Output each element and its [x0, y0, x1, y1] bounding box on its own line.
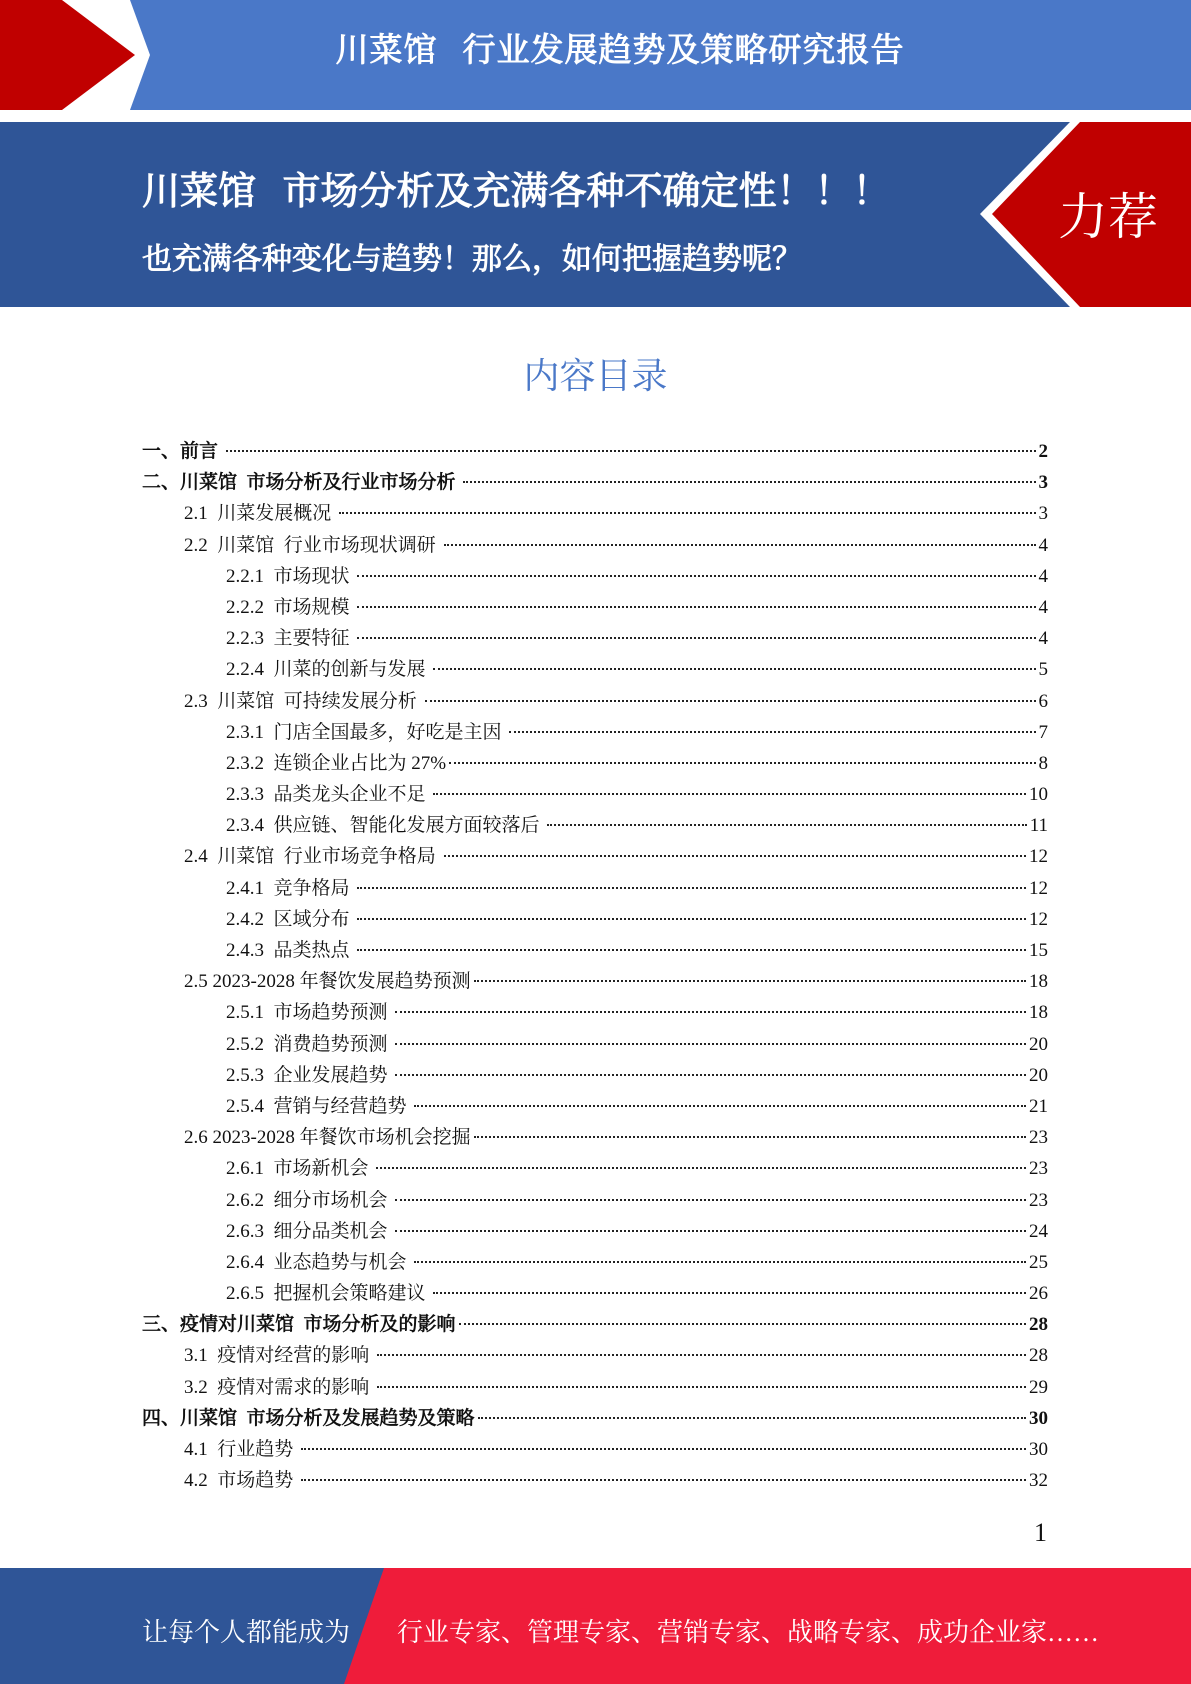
toc-entry-page: 12	[1029, 908, 1048, 930]
toc-entry[interactable]	[142, 1185, 1048, 1216]
toc-entry-page: 23	[1029, 1158, 1048, 1180]
tagline-line-1: 川菜馆 市场分析及充满各种不确定性！！！	[142, 169, 891, 213]
toc-entry[interactable]	[142, 436, 1048, 467]
toc-entry-label: 4.2 市场趋势	[184, 1470, 299, 1492]
toc-entry-label: 3.1 疫情对经营的影响	[184, 1345, 375, 1367]
toc-entry-label: 2.5.4 营销与经营趋势	[226, 1095, 412, 1117]
dot-leader	[414, 1105, 1026, 1107]
dot-leader	[301, 1479, 1026, 1481]
toc-entry[interactable]	[142, 1153, 1048, 1184]
dot-leader	[395, 1074, 1026, 1076]
toc-entry[interactable]	[142, 498, 1048, 529]
toc-entry-page: 21	[1029, 1095, 1048, 1117]
toc-entry-label: 2.5.1 市场趋势预测	[226, 1002, 393, 1024]
toc-entry-page: 10	[1029, 784, 1048, 806]
toc-entry[interactable]	[142, 1029, 1048, 1060]
toc-entry-page: 6	[1038, 690, 1048, 712]
toc-entry-page: 2	[1038, 441, 1048, 462]
toc-entry-label: 2.2.2 市场规模	[226, 596, 355, 618]
toc-entry[interactable]	[142, 810, 1048, 841]
dot-leader	[395, 1230, 1026, 1232]
dot-leader	[425, 700, 1036, 702]
dot-leader	[547, 824, 1026, 826]
toc-entry[interactable]	[142, 530, 1048, 561]
toc-entry-page: 8	[1038, 752, 1048, 774]
toc-entry-label: 3.2 疫情对需求的影响	[184, 1376, 375, 1398]
dot-leader	[414, 1261, 1026, 1263]
toc-entry[interactable]	[142, 592, 1048, 623]
toc-entry-page: 24	[1029, 1220, 1048, 1242]
toc-entry-label: 2.5 2023-2028 年餐饮发展趋势预测	[184, 971, 471, 993]
toc-entry-page: 30	[1029, 1407, 1048, 1429]
toc-entry[interactable]	[142, 623, 1048, 654]
toc-entry-label: 4.1 行业趋势	[184, 1439, 299, 1460]
dot-leader	[357, 575, 1035, 577]
toc-entry-label: 2.2.3 主要特征	[226, 628, 355, 650]
top-banner	[0, 0, 1191, 110]
toc-entry-page: 11	[1029, 815, 1048, 837]
toc-entry-label: 2.6.1 市场新机会	[226, 1158, 374, 1180]
dot-leader	[459, 1323, 1026, 1325]
toc-entry[interactable]	[142, 904, 1048, 935]
toc-entry-page: 12	[1029, 877, 1048, 899]
dot-leader	[377, 1354, 1026, 1356]
toc-entry-label: 2.3.4 供应链、智能化发展方面较落后	[226, 815, 545, 837]
toc-entry-label: 2.4.2 区域分布	[226, 908, 355, 930]
toc-entry-label: 2.2 川菜馆 行业市场现状调研	[184, 534, 441, 556]
toc-entry-page: 32	[1029, 1470, 1048, 1492]
recommend-badge-text: 力荐	[1058, 188, 1158, 246]
toc-entry[interactable]	[142, 1465, 1048, 1496]
footer-banner	[0, 1568, 1191, 1684]
toc-entry-label: 2.2.1 市场现状	[226, 565, 355, 587]
dot-leader	[449, 762, 1035, 764]
dot-leader	[376, 1167, 1026, 1169]
toc-entry[interactable]	[142, 1340, 1048, 1371]
dot-leader	[433, 793, 1026, 795]
dot-leader	[444, 544, 1036, 546]
dot-leader	[463, 481, 1035, 483]
dot-leader	[395, 1199, 1026, 1201]
toc-entry-label: 2.6 2023-2028 年餐饮市场机会挖掘	[184, 1127, 471, 1149]
toc-entry-page: 29	[1029, 1376, 1048, 1398]
toc-entry[interactable]	[142, 841, 1048, 872]
toc-entry-page: 4	[1038, 565, 1048, 587]
hero-banner	[0, 122, 1191, 307]
toc-entry-label: 2.3 川菜馆 可持续发展分析	[184, 690, 422, 712]
toc-entry[interactable]	[142, 935, 1048, 966]
toc-entry[interactable]	[142, 873, 1048, 904]
page-number: 1	[1034, 1518, 1047, 1547]
toc-entry-label: 2.2.4 川菜的创新与发展	[226, 659, 431, 681]
toc-entry[interactable]	[142, 1091, 1048, 1122]
toc-entry-label: 2.6.4 业态趋势与机会	[226, 1251, 412, 1273]
toc-entry-label: 2.4.3 品类热点	[226, 940, 355, 961]
toc-entry-page: 4	[1038, 534, 1048, 556]
dot-leader	[474, 1136, 1026, 1138]
toc-entry-label: 2.4.1 竞争格局	[226, 877, 355, 899]
toc-entry-page: 7	[1038, 721, 1048, 743]
toc-entry[interactable]	[142, 997, 1048, 1028]
toc-entry-label: 2.6.2 细分市场机会	[226, 1189, 393, 1211]
toc-heading: 内容目录	[523, 356, 668, 397]
toc-entry[interactable]	[142, 561, 1048, 592]
dot-leader	[357, 887, 1026, 889]
toc-entry[interactable]	[142, 467, 1048, 498]
toc-entry-page: 15	[1029, 940, 1048, 961]
toc-entry-label: 2.6.5 把握机会策略建议	[226, 1283, 431, 1305]
toc-entry[interactable]	[142, 779, 1048, 810]
report-title: 川菜馆 行业发展趋势及策略研究报告	[335, 30, 905, 69]
dot-leader	[357, 606, 1035, 608]
toc-entry-page: 23	[1029, 1127, 1048, 1149]
dot-leader	[377, 1386, 1026, 1388]
toc-entry-page: 26	[1029, 1283, 1048, 1305]
toc-entry-label: 2.3.3 品类龙头企业不足	[226, 784, 431, 806]
toc-entry[interactable]	[142, 717, 1048, 748]
dot-leader	[478, 1417, 1026, 1419]
toc-entry[interactable]	[142, 1247, 1048, 1278]
toc-entry-page: 3	[1038, 472, 1048, 494]
toc-entry[interactable]	[142, 748, 1048, 779]
toc-entry-label: 2.4 川菜馆 行业市场竞争格局	[184, 846, 441, 868]
dot-leader	[357, 637, 1035, 639]
toc-entry[interactable]	[142, 1216, 1048, 1247]
table-of-contents	[142, 436, 1048, 1496]
footer-slogan-left: 让每个人都能成为	[142, 1618, 351, 1647]
toc-entry-page: 18	[1029, 1002, 1048, 1024]
toc-entry-label: 2.5.3 企业发展趋势	[226, 1064, 393, 1086]
dot-leader	[339, 512, 1035, 514]
toc-entry-label: 2.6.3 细分品类机会	[226, 1220, 393, 1242]
toc-entry-label: 二、川菜馆 市场分析及行业市场分析	[142, 472, 461, 494]
toc-entry-page: 25	[1029, 1251, 1048, 1273]
toc-entry-label: 2.3.1 门店全国最多，好吃是主因	[226, 721, 507, 743]
toc-entry[interactable]	[142, 654, 1048, 685]
toc-entry-page: 28	[1029, 1345, 1048, 1367]
dot-leader	[433, 668, 1035, 670]
toc-entry-label: 四、川菜馆 市场分析及发展趋势及策略	[142, 1407, 475, 1429]
toc-entry-label: 2.1 川菜发展概况	[184, 503, 337, 525]
toc-entry[interactable]	[142, 686, 1048, 717]
toc-entry[interactable]	[142, 1434, 1048, 1465]
toc-entry-label: 一、前言	[142, 441, 223, 462]
toc-entry[interactable]	[142, 1309, 1048, 1340]
toc-entry-label: 2.3.2 连锁企业占比为 27%	[226, 752, 447, 774]
toc-entry-page: 20	[1029, 1033, 1048, 1055]
dot-leader	[433, 1292, 1026, 1294]
tagline-line-2: 也充满各种变化与趋势！那么，如何把握趋势呢？	[142, 242, 802, 277]
toc-entry-page: 4	[1038, 596, 1048, 618]
toc-entry-page: 20	[1029, 1064, 1048, 1086]
dot-leader	[357, 949, 1026, 951]
toc-entry-label: 三、疫情对川菜馆 市场分析及的影响	[142, 1314, 456, 1336]
toc-entry[interactable]	[142, 1060, 1048, 1091]
toc-entry[interactable]	[142, 1403, 1048, 1434]
toc-entry[interactable]	[142, 966, 1048, 997]
dot-leader	[509, 731, 1035, 733]
toc-entry-label: 2.5.2 消费趋势预测	[226, 1033, 393, 1055]
toc-entry[interactable]	[142, 1372, 1048, 1403]
toc-entry[interactable]	[142, 1278, 1048, 1309]
toc-entry-page: 5	[1038, 659, 1048, 681]
toc-entry[interactable]	[142, 1122, 1048, 1153]
dot-leader	[226, 450, 1036, 452]
dot-leader	[301, 1448, 1026, 1450]
toc-entry-page: 23	[1029, 1189, 1048, 1211]
toc-entry-page: 18	[1029, 971, 1048, 993]
dot-leader	[357, 918, 1026, 920]
toc-entry-page: 3	[1038, 503, 1048, 525]
toc-entry-page: 28	[1029, 1314, 1048, 1336]
dot-leader	[474, 980, 1026, 982]
dot-leader	[395, 1011, 1026, 1013]
toc-entry-page: 4	[1038, 628, 1048, 650]
red-arrow-decoration	[0, 0, 150, 110]
toc-entry-page: 30	[1029, 1439, 1048, 1460]
footer-slogan-right: 行业专家、管理专家、营销专家、战略专家、成功企业家……	[397, 1618, 1100, 1647]
dot-leader	[395, 1043, 1026, 1045]
toc-entry-page: 12	[1029, 846, 1048, 868]
dot-leader	[444, 855, 1026, 857]
